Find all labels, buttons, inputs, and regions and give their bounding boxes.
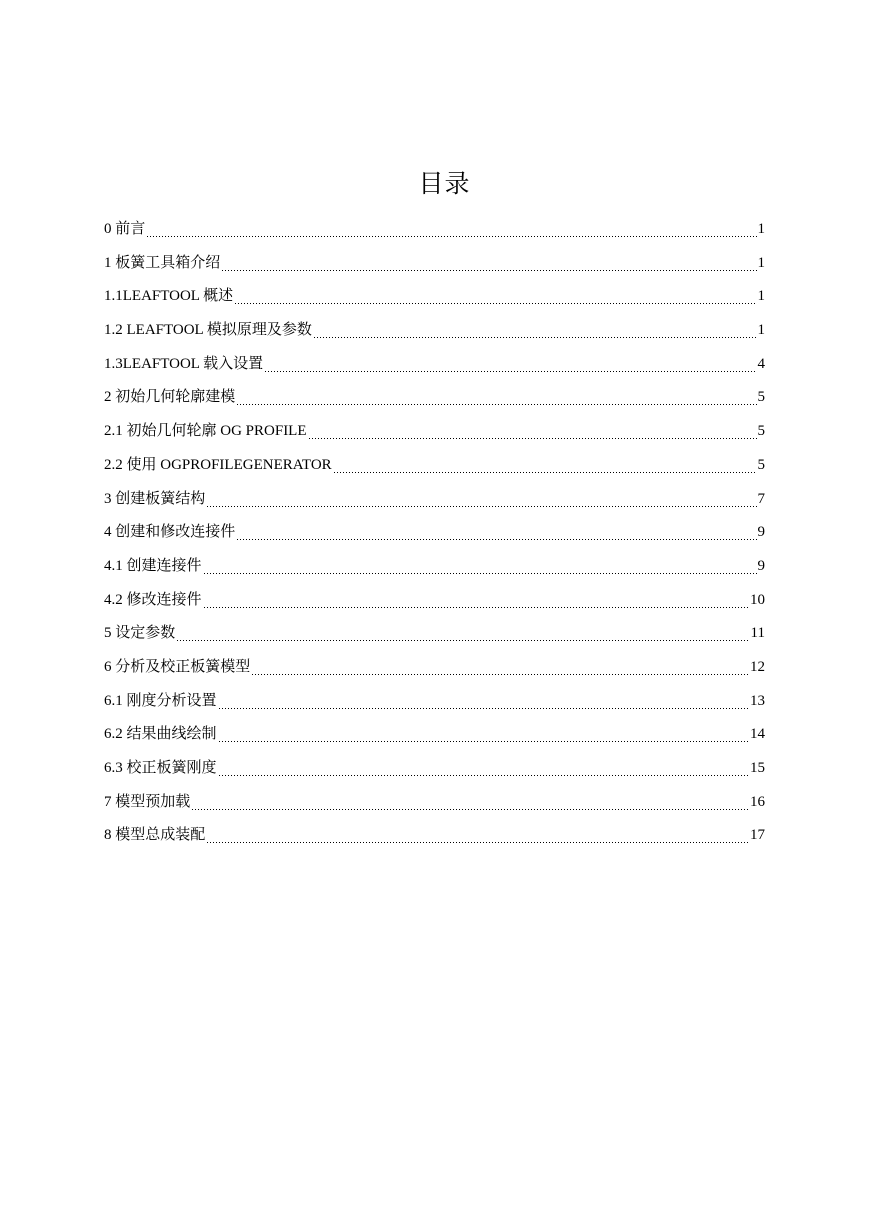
toc-dot-leader [218,762,749,778]
toc-entry-text: 2.2 使用 OGPROFILEGENERATOR [104,456,332,473]
toc-dot-leader [251,661,749,677]
toc-dot-leader [264,358,756,374]
toc-entry[interactable] [104,619,765,653]
toc-entry-text: 8 模型总成装配 [104,827,206,844]
toc-entry-text: 0 前言 [104,221,146,237]
toc-entry-page: 4 [757,355,765,372]
toc-dot-leader [236,526,756,542]
toc-entry-text: 4.1 创建连接件 [104,557,202,574]
toc-entry-page: 17 [750,827,765,844]
toc-entry-text: 6.1 刚度分析设置 [104,692,217,709]
toc-entry-text: 6.3 校正板簧刚度 [104,760,217,776]
toc-entry-page: 15 [750,760,765,776]
toc-entry[interactable] [104,350,765,384]
toc-entry-text: 4 创建和修改连接件 [104,524,236,541]
toc-entry[interactable] [104,720,765,754]
toc-entry-text: 3 创建板簧结构 [104,490,206,507]
toc-entry-text: 1.2 LEAFTOOL 模拟原理及参数 [104,322,312,339]
toc-entry-text: 6 分析及校正板簧模型 [104,658,251,675]
toc-entry[interactable] [104,215,765,249]
toc-entry[interactable] [104,788,765,822]
toc-entry-page: 9 [757,557,765,574]
toc-dot-leader [203,594,749,610]
toc-entry-text: 1 板簧工具箱介绍 [104,254,221,271]
toc-entry-page: 1 [757,322,765,339]
toc-entry[interactable] [104,653,765,687]
toc-dot-leader [333,459,757,475]
toc-dot-leader [146,223,756,239]
toc-entry[interactable] [104,282,765,316]
toc-entry-page: 14 [750,726,765,743]
toc-entry-page: 5 [757,456,765,473]
toc-dot-leader [218,695,749,711]
toc-entry[interactable] [104,417,765,451]
toc-entry[interactable] [104,687,765,721]
toc-entry-page: 12 [750,658,765,675]
toc-entry-text: 4.2 修改连接件 [104,591,202,608]
toc-entry[interactable] [104,485,765,519]
toc-dot-leader [176,627,749,643]
toc-dot-leader [206,829,749,845]
toc-dot-leader [218,728,749,744]
toc-entry-page: 7 [757,490,765,507]
toc-entry-page: 13 [750,692,765,709]
toc-entry-text: 6.2 结果曲线绘制 [104,726,217,743]
toc-entry[interactable] [104,383,765,417]
toc-dot-leader [308,425,757,441]
toc-entry-text: 7 模型预加载 [104,793,191,810]
toc-entry-page: 11 [750,625,765,642]
toc-entry-page: 10 [750,591,765,608]
toc-dot-leader [234,290,756,306]
toc-entry-text: 1.3LEAFTOOL 载入设置 [104,355,264,372]
toc-entry-page: 1 [757,254,765,271]
toc-entry[interactable] [104,451,765,485]
toc-entry[interactable] [104,552,765,586]
toc-entry-page: 9 [757,524,765,541]
toc-entry-text: 2 初始几何轮廓建模 [104,389,236,406]
toc-title: 目录 [418,169,471,198]
toc-entry[interactable] [104,316,765,350]
toc-dot-leader [313,324,757,340]
toc-entry-text: 1.1LEAFTOOL 概述 [104,288,234,305]
toc-entry-page: 5 [757,389,765,406]
toc-dot-leader [203,560,757,576]
toc-entry-page: 16 [750,793,765,810]
toc-dot-leader [236,391,756,407]
toc-dot-leader [191,796,749,812]
toc-entry-text: 5 设定参数 [104,625,176,642]
toc-entry-page: 1 [757,221,765,237]
toc-entry[interactable] [104,586,765,620]
toc-dot-leader [221,257,756,273]
toc-entry[interactable] [104,249,765,283]
toc-entry-page: 5 [757,423,765,440]
toc-list [104,215,765,855]
toc-entry[interactable] [104,754,765,788]
toc-entry-page: 1 [757,288,765,305]
toc-entry[interactable] [104,518,765,552]
toc-dot-leader [206,493,756,509]
toc-entry[interactable] [104,821,765,855]
toc-entry-text: 2.1 初始几何轮廓 OG PROFILE [104,423,307,440]
